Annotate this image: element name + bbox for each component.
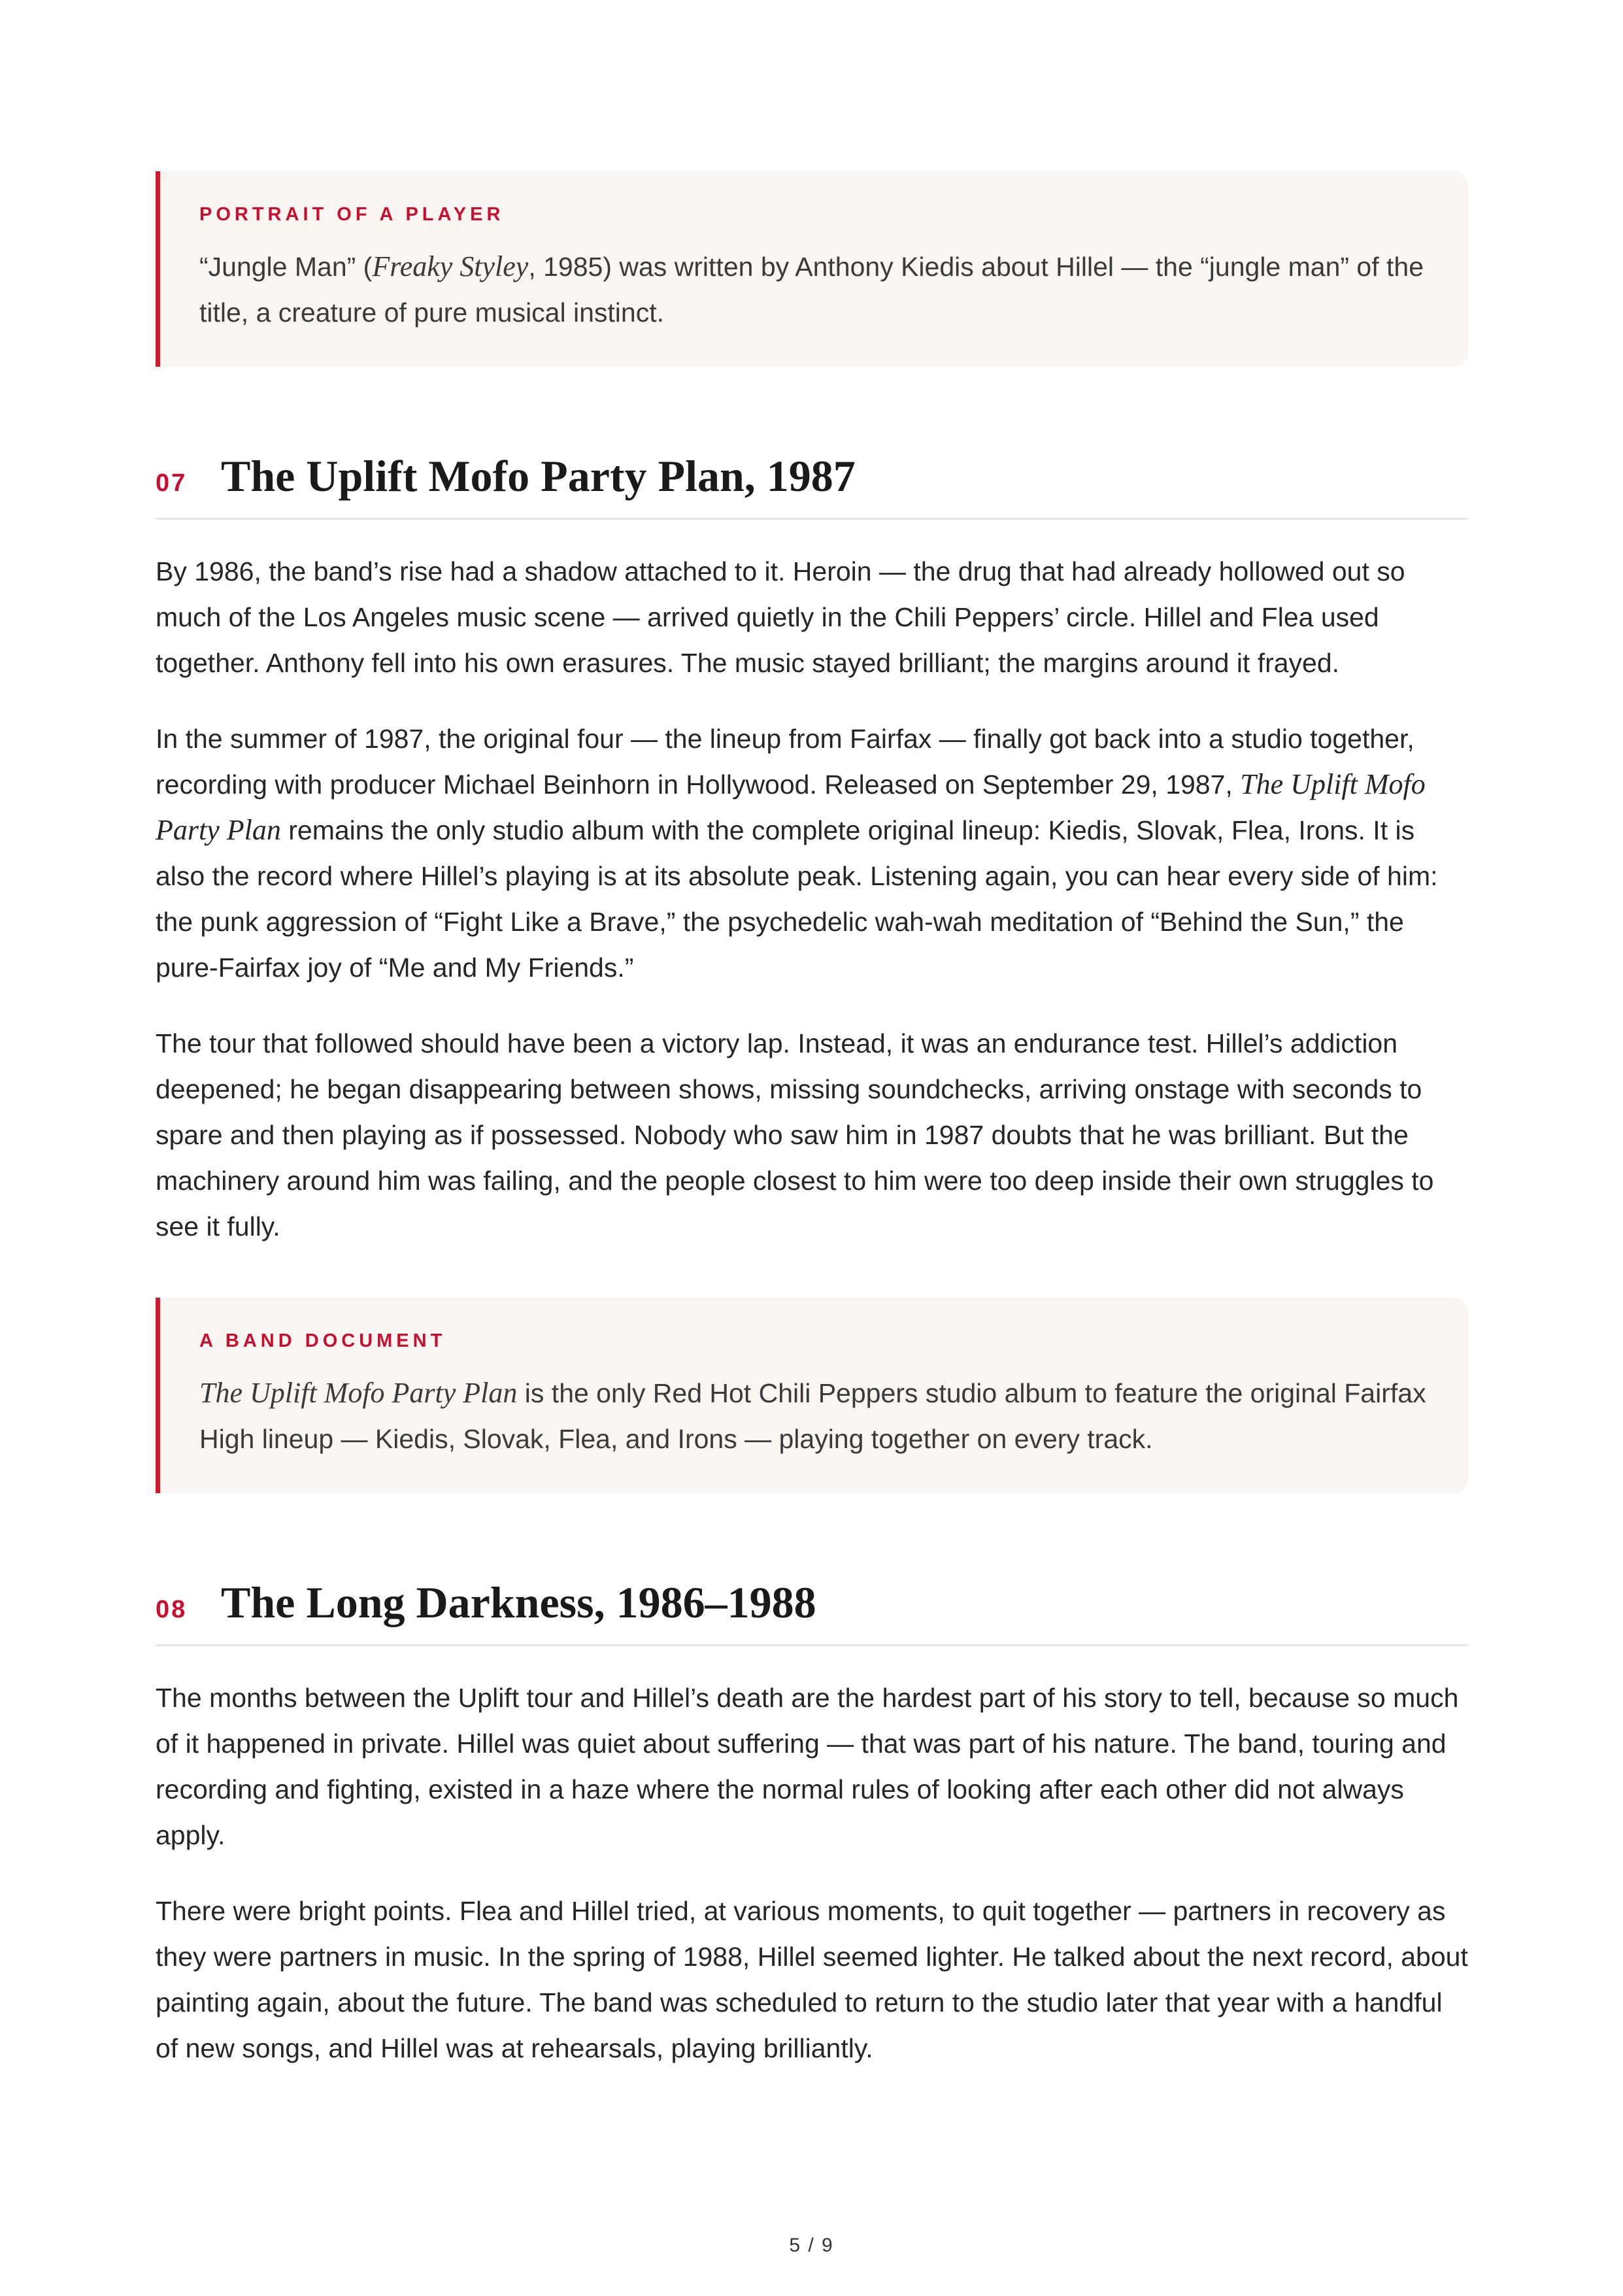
paragraph: By 1986, the band’s rise had a shadow attached to it. Heroin — the drug that had already hollowed out so much of the Los Angeles music scene — arrived quietly in the Chili Peppers’ circle. Hillel and Flea used together. Anthony fell into his own erasures. The music stayed brilliant; the margins around it frayed. bbox=[156, 556, 1405, 678]
page-number: 5 / 9 bbox=[789, 2235, 834, 2256]
page-content bbox=[156, 171, 1468, 2101]
album-title-uplift: The Uplift Mofo Party Plan bbox=[199, 1377, 518, 1409]
paragraph: There were bright points. Flea and Hillel tried, at various moments, to quit together — partners in recovery as they were partners in music. In the spring of 1988, Hillel seemed lighter. He talked about the next record, about painting again, about the future. The band was scheduled to return to the studio later that year with a handful of new songs, and Hillel was at rehearsals, playing brilliantly. bbox=[156, 1896, 1468, 2063]
album-title-freaky-styley: Freaky Styley bbox=[372, 250, 529, 282]
callout-text-end: , 1985) was written by Anthony Kiedis about Hillel — the “jungle man” of the title, a creature of pure musical instinct. bbox=[199, 252, 1424, 328]
paragraph: The tour that followed should have been a victory lap. Instead, it was an endurance test. Hillel’s addiction deepened; he began disappearing between shows, missing soundchecks, arriving onstage with seconds to spare and then playing as if possessed. Nobody who saw him in 1987 doubts that he was brilliant. But the machinery around him was failing, and the people closest to him were too deep inside their own struggles to see it fully. bbox=[156, 1028, 1434, 1241]
section-heading-07 bbox=[156, 450, 1468, 520]
paragraph: The months between the Uplift tour and Hillel’s death are the hardest part of his story to tell, because so much of it happened in private. Hillel was quiet about suffering — that was part of his nature. The band, touring and recording and fighting, existed in a haze where the normal rules of looking after each other did not always apply. bbox=[156, 1683, 1459, 1850]
callout-label: A BAND DOCUMENT bbox=[199, 1330, 446, 1351]
paragraph-text-end: remains the only studio album with the complete original lineup: Kiedis, Slovak, Flea, Irons. It is also the record where Hillel’s playing is at its absolute peak. Listening again, you can hear every side of him: the punk aggression of “Fight Like a Brave,” the psychedelic wah-wah meditation of “Behind the Sun,” the pure-Fairfax joy of “Me and My Friends.” bbox=[156, 815, 1438, 983]
section-number: 08 bbox=[156, 1596, 188, 1623]
callout-portrait-of-a-player bbox=[156, 171, 1468, 367]
paragraph bbox=[156, 716, 1468, 990]
album-title-uplift: The Uplift Mofo Party Plan bbox=[156, 768, 1426, 846]
section-title: The Long Darkness, 1986–1988 bbox=[221, 1578, 816, 1627]
paragraph-text-start: In the summer of 1987, the original four — the lineup from Fairfax — finally got back into a studio together, recording with producer Michael Beinhorn in Hollywood. Released on September 29, 1987, bbox=[156, 724, 1414, 800]
section-title: The Uplift Mofo Party Plan, 1987 bbox=[221, 451, 856, 501]
callout-text-end: is the only Red Hot Chili Peppers studio album to feature the original Fairfax High lineup — Kiedis, Slovak, Flea, and Irons — playing together on every track. bbox=[199, 1378, 1426, 1454]
callout-text bbox=[199, 244, 1429, 335]
callout-a-band-document bbox=[156, 1298, 1468, 1493]
section-heading-08 bbox=[156, 1577, 1468, 1646]
callout-label: PORTRAIT OF A PLAYER bbox=[199, 204, 505, 225]
callout-text bbox=[199, 1370, 1429, 1462]
section-number: 07 bbox=[156, 469, 188, 497]
callout-text-start: “Jungle Man” ( bbox=[199, 252, 373, 282]
